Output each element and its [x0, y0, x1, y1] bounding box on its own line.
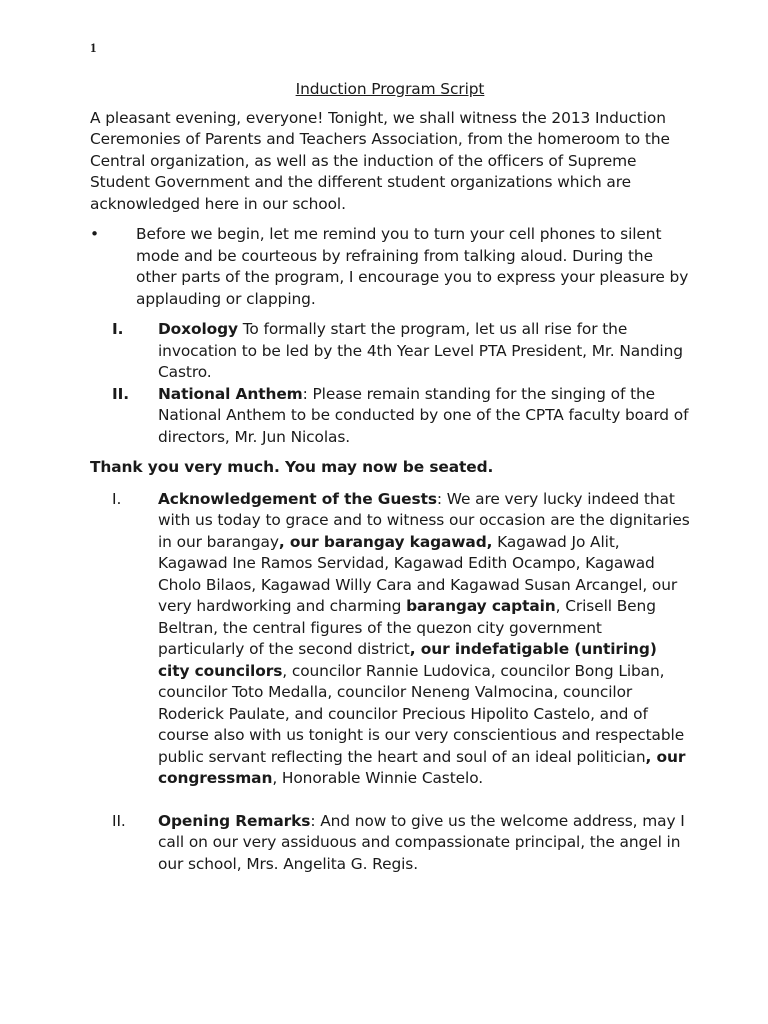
list-item-number: II. — [112, 384, 129, 403]
program-list-part2 — [90, 489, 690, 876]
list-item-number: I. — [112, 320, 124, 338]
emphasis-text: , our barangay kagawad, — [278, 532, 493, 551]
thank-you-line: Thank you very much. You may now be seated. — [90, 458, 494, 476]
list-item-text: , Honorable Winnie Castelo. — [272, 769, 484, 787]
list-item-heading: Acknowledgement of the Guests — [158, 489, 437, 508]
list-item — [90, 319, 690, 384]
list-item-text: To formally start the program, let us all rise for the invocation to be led by the 4th Year Level PTA President, Mr. Nanding Castro. — [158, 320, 683, 381]
list-item-number: II. — [112, 811, 126, 830]
intro-paragraph: A pleasant evening, everyone! Tonight, we shall witness the 2013 Induction Ceremonies of Parents and Teachers Association, from the homeroom to the Central organization, as well as the induction of the officers of Supreme Student Government and the different student organizations which are acknowledged here in our school. — [90, 108, 670, 213]
list-item-text: : We are very lucky indeed that with us today to grace and to witness our occasion are the dignitaries in our barangay — [158, 489, 690, 551]
list-item — [90, 384, 690, 449]
list-item — [90, 811, 690, 876]
list-item-number: I. — [112, 489, 122, 508]
emphasis-text: , our congressman — [158, 747, 686, 787]
list-item-heading: Opening Remarks — [158, 811, 311, 830]
page-number: 1 — [90, 40, 97, 55]
emphasis-text: , our indefatigable (untiring) city councilors — [158, 640, 657, 680]
reminder-text: Before we begin, let me remind you to turn your cell phones to silent mode and be courteous by refraining from talking aloud. During the other parts of the program, I encourage you to express your pleasure by applauding or clapping. — [136, 225, 689, 308]
reminder-paragraph — [90, 224, 690, 310]
emphasis-text: barangay captain — [406, 597, 556, 615]
list-item — [90, 489, 690, 790]
list-item-text: : Please remain standing for the singing of the National Anthem to be conducted by one of the CPTA faculty board of directors, Mr. Jun Nicolas. — [158, 384, 689, 446]
bullet-icon: • — [90, 225, 99, 243]
document-body — [90, 79, 690, 875]
list-item-text: : And now to give us the welcome address, may I call on our very assiduous and compassionate principal, the angel in our school, Mrs. Angelita G. Regis. — [158, 811, 685, 873]
list-item-heading: National Anthem — [158, 384, 303, 403]
list-item-text: , councilor Rannie Ludovica, councilor Bong Liban, councilor Toto Medalla, councilor Neneng Valmocina, councilor Roderick Paulate, and councilor Precious Hipolito Castelo, and of course also with us tonight is our very conscientious and respectable public servant reflecting the heart and soul of an ideal politician — [158, 661, 685, 766]
document-title: Induction Program Script — [295, 80, 485, 98]
list-item-text: , Crisell Beng Beltran, the central figures of the quezon city government particularly of the second district — [158, 597, 656, 658]
list-item-text: Kagawad Jo Alit, Kagawad Ine Ramos Servidad, Kagawad Edith Ocampo, Kagawad Cholo Bilaos, Kagawad Willy Cara and Kagawad Susan Arcangel, our very hardworking and charming — [158, 532, 678, 615]
list-item-heading: Doxology — [158, 320, 238, 338]
program-list-part1 — [90, 319, 690, 448]
